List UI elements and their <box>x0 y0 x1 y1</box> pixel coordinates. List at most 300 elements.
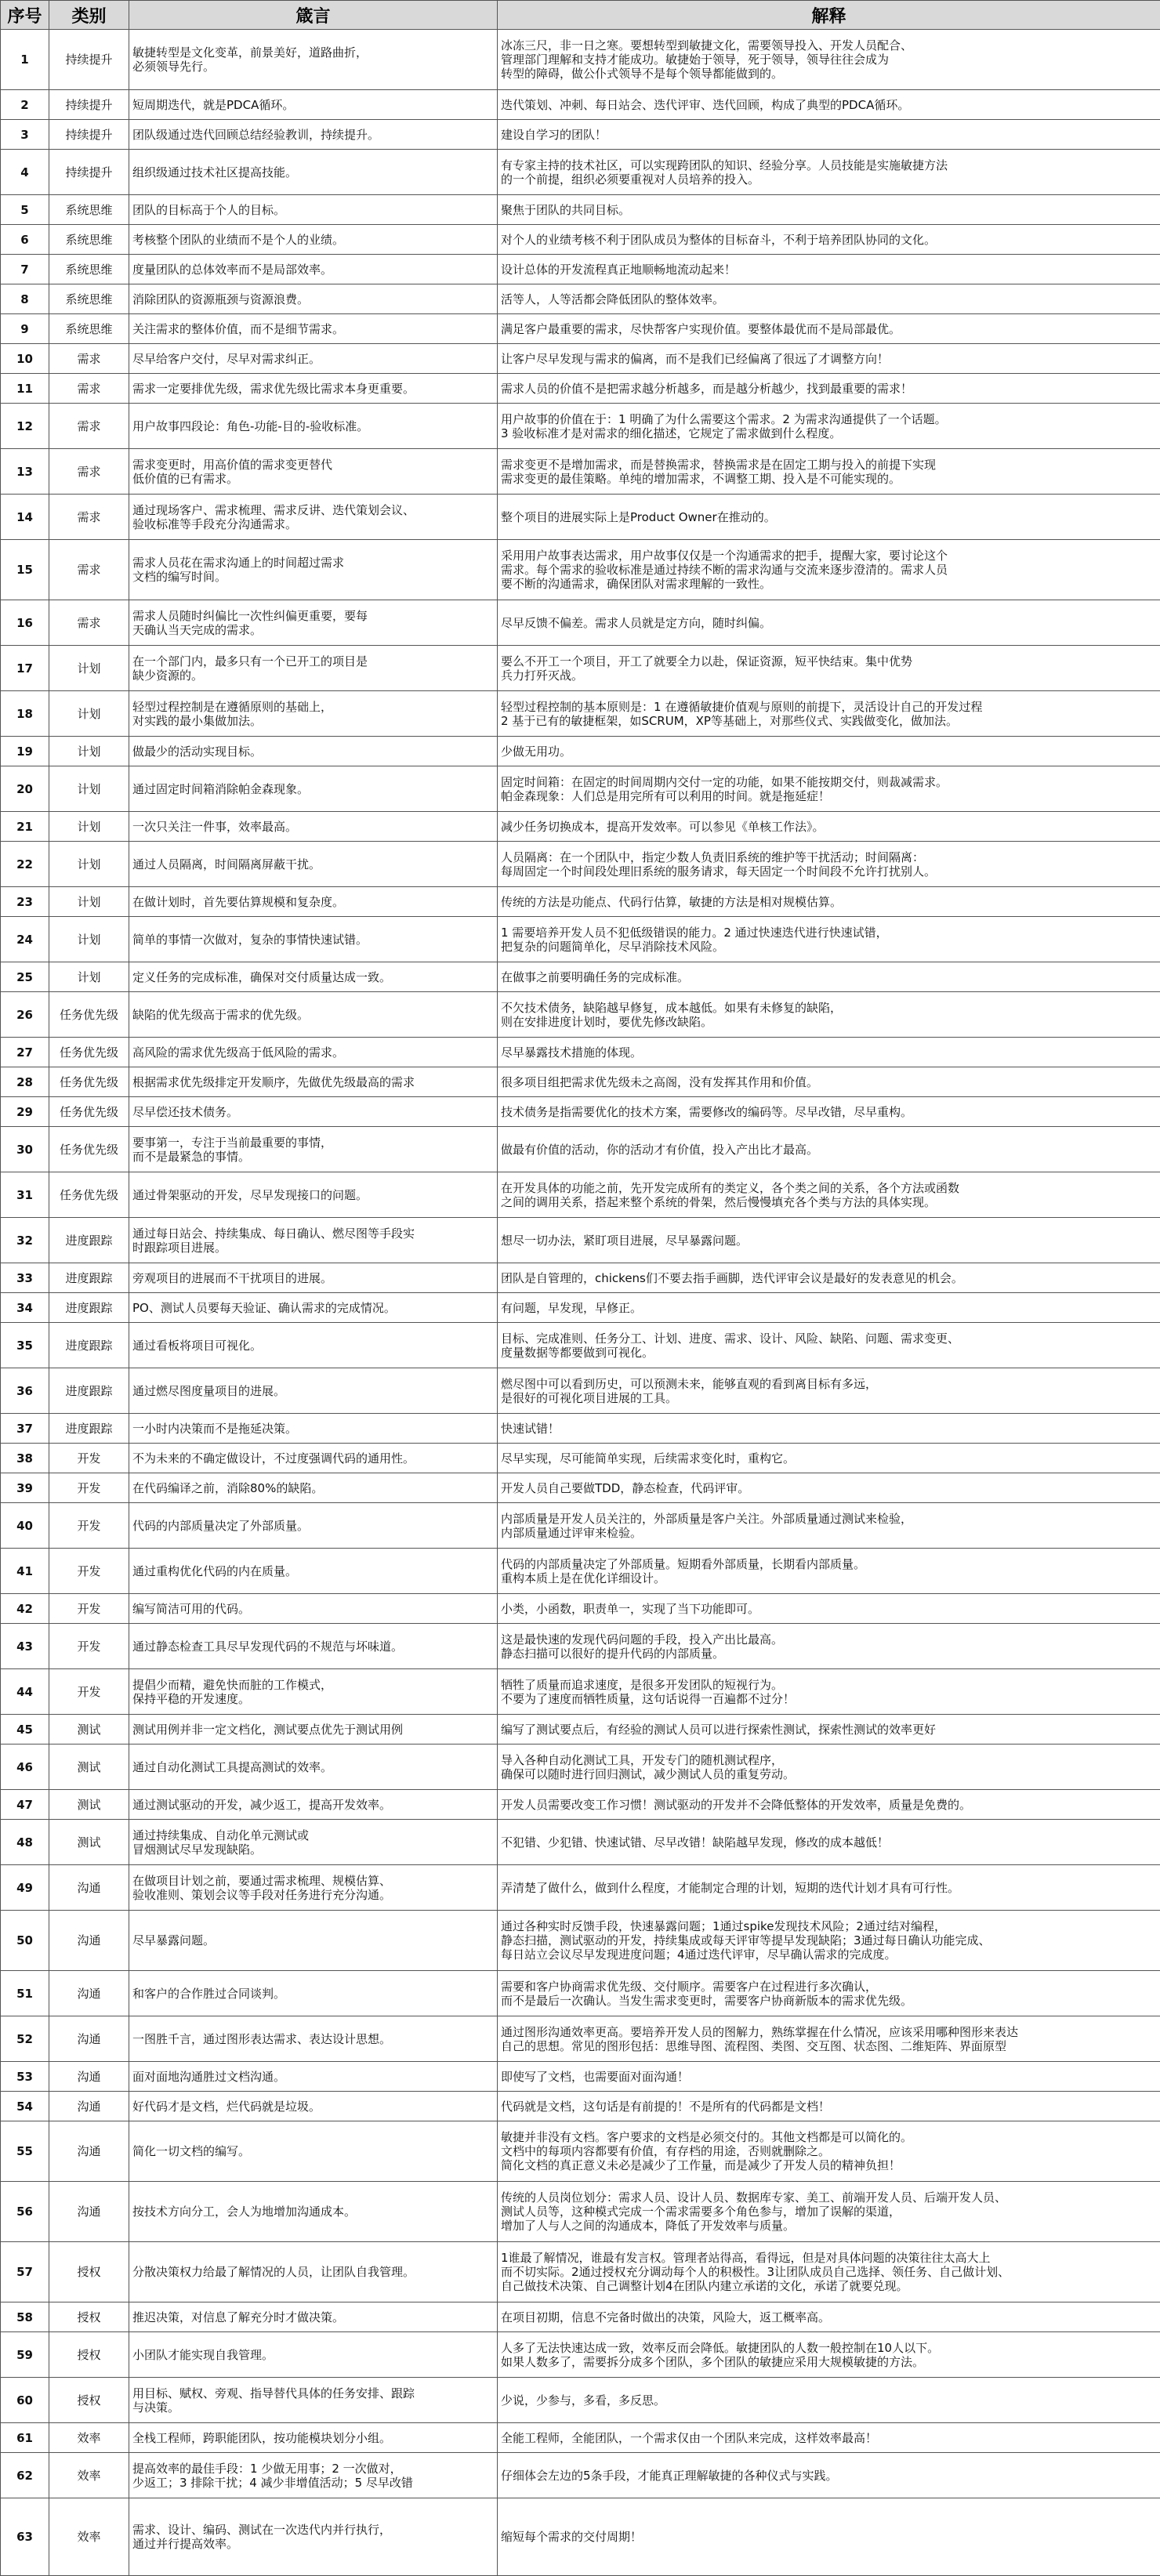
row-explanation: 减少任务切换成本，提高开发效率。可以参见《单核工作法》。 <box>498 812 1160 842</box>
row-category: 系统思维 <box>49 314 129 344</box>
table-row <box>1 374 1160 404</box>
row-index: 8 <box>1 284 49 314</box>
table-row <box>1 284 1160 314</box>
table-row <box>1 1911 1160 1971</box>
row-index: 46 <box>1 1745 49 1790</box>
row-index: 5 <box>1 195 49 225</box>
table-row <box>1 1745 1160 1790</box>
row-category: 开发 <box>49 1444 129 1473</box>
row-motto: 团队级通过迭代回顾总结经验教训，持续提升。 <box>129 120 498 150</box>
row-explanation: 聚焦于团队的共同目标。 <box>498 195 1160 225</box>
header-index: 序号 <box>1 1 49 30</box>
row-category: 开发 <box>49 1669 129 1715</box>
row-index: 63 <box>1 2498 49 2576</box>
row-category: 开发 <box>49 1624 129 1669</box>
row-index: 16 <box>1 600 49 646</box>
table-row <box>1 1715 1160 1745</box>
row-index: 40 <box>1 1503 49 1549</box>
table-row <box>1 917 1160 962</box>
row-index: 57 <box>1 2242 49 2302</box>
row-motto: 用户故事四段论：角色-功能-目的-验收标准。 <box>129 404 498 449</box>
row-motto: 短周期迭代，就是PDCA循环。 <box>129 90 498 120</box>
row-explanation: 通过图形沟通效率更高。要培养开发人员的图解力，熟练掌握在什么情况，应该采用哪种图形来表达 自己的思想。常见的图形包括：思维导图、流程图、类图、交互图、状态图、二维矩阵、界面原型 <box>498 2016 1160 2062</box>
row-motto: 在做计划时，首先要估算规模和复杂度。 <box>129 887 498 917</box>
table-row <box>1 255 1160 284</box>
row-category: 开发 <box>49 1549 129 1594</box>
row-category: 任务优先级 <box>49 1097 129 1127</box>
row-explanation: 快速试错！ <box>498 1414 1160 1444</box>
table-row <box>1 404 1160 449</box>
row-explanation: 有专家主持的技术社区，可以实现跨团队的知识、经验分享。人员技能是实施敏捷方法 的一个前提，组织必须要重视对人员培养的投入。 <box>498 150 1160 195</box>
table-row <box>1 344 1160 374</box>
row-motto: 好代码才是文档，烂代码就是垃圾。 <box>129 2092 498 2121</box>
row-motto: 提倡少而精，避免快而脏的工作模式， 保持平稳的开发速度。 <box>129 1669 498 1715</box>
row-explanation: 1 需要培养开发人员不犯低级错误的能力。2 通过快速迭代进行快速试错， 把复杂的问题简单化，尽早消除技术风险。 <box>498 917 1160 962</box>
row-motto: 团队的目标高于个人的目标。 <box>129 195 498 225</box>
row-motto: 提高效率的最佳手段：1 少做无用事；2 一次做对， 少返工；3 排除干扰；4 减少非增值活动；5 尽早改错 <box>129 2453 498 2498</box>
row-explanation: 弄清楚了做什么，做到什么程度，才能制定合理的计划，短期的迭代计划才具有可行性。 <box>498 1865 1160 1911</box>
row-category: 效率 <box>49 2498 129 2576</box>
row-index: 9 <box>1 314 49 344</box>
table-row <box>1 1624 1160 1669</box>
table-row <box>1 90 1160 120</box>
table-row <box>1 1865 1160 1911</box>
row-index: 44 <box>1 1669 49 1715</box>
row-explanation: 固定时间箱：在固定的时间周期内交付一定的功能，如果不能按期交付，则裁减需求。 帕金森现象：人们总是用完所有可以利用的时间。就是拖延症！ <box>498 766 1160 812</box>
row-index: 34 <box>1 1293 49 1323</box>
row-motto: 要事第一，专注于当前最重要的事情， 而不是最紧急的事情。 <box>129 1127 498 1172</box>
row-explanation: 要么不开工一个项目，开工了就要全力以赴，保证资源，短平快结束。集中优势 兵力打歼灭战。 <box>498 646 1160 691</box>
row-explanation: 团队是自管理的，chickens们不要去指手画脚，迭代评审会议是最好的发表意见的机会。 <box>498 1263 1160 1293</box>
row-category: 进度跟踪 <box>49 1368 129 1414</box>
row-index: 29 <box>1 1097 49 1127</box>
row-index: 13 <box>1 449 49 495</box>
row-category: 任务优先级 <box>49 1127 129 1172</box>
row-explanation: 技术债务是指需要优化的技术方案，需要修改的编码等。尽早改错，尽早重构。 <box>498 1097 1160 1127</box>
row-index: 60 <box>1 2378 49 2423</box>
row-category: 测试 <box>49 1790 129 1820</box>
row-index: 1 <box>1 30 49 90</box>
row-motto: 小团队才能实现自我管理。 <box>129 2332 498 2378</box>
row-explanation: 代码的内部质量决定了外部质量。短期看外部质量，长期看内部质量。 重构本质上是在优化详细设计。 <box>498 1549 1160 1594</box>
row-category: 任务优先级 <box>49 992 129 1038</box>
row-category: 沟通 <box>49 2182 129 2242</box>
table-row <box>1 1263 1160 1293</box>
row-motto: 根据需求优先级排定开发顺序，先做优先级最高的需求 <box>129 1067 498 1097</box>
row-explanation: 传统的人员岗位划分：需求人员、设计人员、数据库专家、美工、前端开发人员、后端开发人员、 测试人员等，这种模式完成一个需求需要多个角色参与，增加了误解的渠道， 增加了人与人之间的沟通成本，降低了开发效率与质量。 <box>498 2182 1160 2242</box>
row-index: 18 <box>1 691 49 737</box>
row-category: 任务优先级 <box>49 1038 129 1067</box>
row-index: 55 <box>1 2121 49 2182</box>
header-motto: 箴言 <box>129 1 498 30</box>
row-motto: 代码的内部质量决定了外部质量。 <box>129 1503 498 1549</box>
row-explanation: 少说，少参与，多看，多反思。 <box>498 2378 1160 2423</box>
table-row <box>1 30 1160 90</box>
table-row <box>1 600 1160 646</box>
table-row <box>1 1097 1160 1127</box>
row-category: 需求 <box>49 404 129 449</box>
row-category: 授权 <box>49 2332 129 2378</box>
row-category: 需求 <box>49 449 129 495</box>
row-motto: 通过每日站会、持续集成、每日确认、燃尽图等手段实 时跟踪项目进展。 <box>129 1218 498 1263</box>
row-explanation: 很多项目组把需求优先级未之高阁，没有发挥其作用和价值。 <box>498 1067 1160 1097</box>
row-motto: 一次只关注一件事，效率最高。 <box>129 812 498 842</box>
row-category: 沟通 <box>49 1911 129 1971</box>
row-motto: 在做项目计划之前，要通过需求梳理、规模估算、 验收准则、策划会议等手段对任务进行充分沟通。 <box>129 1865 498 1911</box>
row-index: 10 <box>1 344 49 374</box>
row-explanation: 不欠技术债务，缺陷越早修复，成本越低。如果有未修复的缺陷， 则在安排进度计划时，要优先修改缺陷。 <box>498 992 1160 1038</box>
row-category: 持续提升 <box>49 120 129 150</box>
row-category: 测试 <box>49 1715 129 1745</box>
row-index: 62 <box>1 2453 49 2498</box>
row-category: 系统思维 <box>49 284 129 314</box>
table-row <box>1 495 1160 540</box>
row-category: 系统思维 <box>49 225 129 255</box>
row-index: 17 <box>1 646 49 691</box>
row-index: 19 <box>1 737 49 766</box>
row-explanation: 有问题，早发现，早修正。 <box>498 1293 1160 1323</box>
row-explanation: 小类，小函数，职责单一，实现了当下功能即可。 <box>498 1594 1160 1624</box>
row-index: 32 <box>1 1218 49 1263</box>
row-index: 54 <box>1 2092 49 2121</box>
row-explanation: 活等人，人等活都会降低团队的整体效率。 <box>498 284 1160 314</box>
row-index: 2 <box>1 90 49 120</box>
table-row <box>1 2378 1160 2423</box>
row-category: 持续提升 <box>49 150 129 195</box>
row-category: 任务优先级 <box>49 1172 129 1218</box>
row-index: 7 <box>1 255 49 284</box>
table-row <box>1 1503 1160 1549</box>
row-index: 61 <box>1 2423 49 2453</box>
row-category: 开发 <box>49 1594 129 1624</box>
row-category: 计划 <box>49 691 129 737</box>
row-explanation: 开发人员自己要做TDD，静态检查，代码评审。 <box>498 1473 1160 1503</box>
row-motto: 通过测试驱动的开发，减少返工，提高开发效率。 <box>129 1790 498 1820</box>
row-category: 测试 <box>49 1745 129 1790</box>
row-motto: 简化一切文档的编写。 <box>129 2121 498 2182</box>
row-index: 24 <box>1 917 49 962</box>
row-motto: 简单的事情一次做对，复杂的事情快速试错。 <box>129 917 498 962</box>
row-explanation: 传统的方法是功能点、代码行估算，敏捷的方法是相对规模估算。 <box>498 887 1160 917</box>
header-explanation: 解释 <box>498 1 1160 30</box>
row-category: 计划 <box>49 917 129 962</box>
row-index: 47 <box>1 1790 49 1820</box>
table-row <box>1 1549 1160 1594</box>
row-explanation: 轻型过程控制的基本原则是：1 在遵循敏捷价值观与原则的前提下，灵活设计自己的开发过程 2 基于已有的敏捷框架，如SCRUM，XP等基础上，对那些仪式、实践做变化，做加法。 <box>498 691 1160 737</box>
table-row <box>1 449 1160 495</box>
row-motto: 编写简洁可用的代码。 <box>129 1594 498 1624</box>
row-motto: 一小时内决策而不是拖延决策。 <box>129 1414 498 1444</box>
table-row <box>1 1594 1160 1624</box>
row-motto: 高风险的需求优先级高于低风险的需求。 <box>129 1038 498 1067</box>
row-category: 进度跟踪 <box>49 1323 129 1368</box>
row-index: 36 <box>1 1368 49 1414</box>
row-motto: 通过燃尽图度量项目的进展。 <box>129 1368 498 1414</box>
table-row <box>1 691 1160 737</box>
row-motto: 轻型过程控制是在遵循原则的基础上， 对实践的最小集做加法。 <box>129 691 498 737</box>
row-explanation: 需要和客户协商需求优先级、交付顺序。需要客户在过程进行多次确认， 而不是最后一次确认。当发生需求变更时，需要客户协商新版本的需求优先级。 <box>498 1971 1160 2016</box>
row-category: 沟通 <box>49 1865 129 1911</box>
row-category: 沟通 <box>49 2121 129 2182</box>
row-motto: 敏捷转型是文化变革，前景美好，道路曲折， 必须领导先行。 <box>129 30 498 90</box>
row-explanation: 导入各种自动化测试工具，开发专门的随机测试程序， 确保可以随时进行回归测试，减少测试人员的重复劳动。 <box>498 1745 1160 1790</box>
row-category: 计划 <box>49 737 129 766</box>
row-index: 38 <box>1 1444 49 1473</box>
row-explanation: 人多了无法快速达成一致，效率反而会降低。敏捷团队的人数一般控制在10人以下。 如果人数多了，需要拆分成多个团队，多个团队的敏捷应采用大规模敏捷的方法。 <box>498 2332 1160 2378</box>
row-index: 33 <box>1 1263 49 1293</box>
row-explanation: 对个人的业绩考核不利于团队成员为整体的目标奋斗，不利于培养团队协同的文化。 <box>498 225 1160 255</box>
row-category: 系统思维 <box>49 195 129 225</box>
row-explanation: 编写了测试要点后，有经验的测试人员可以进行探索性测试，探索性测试的效率更好 <box>498 1715 1160 1745</box>
row-motto: 通过自动化测试工具提高测试的效率。 <box>129 1745 498 1790</box>
row-motto: 通过现场客户、需求梳理、需求反讲、迭代策划会议、 验收标准等手段充分沟通需求。 <box>129 495 498 540</box>
row-category: 效率 <box>49 2423 129 2453</box>
table-row <box>1 2332 1160 2378</box>
row-explanation: 冰冻三尺，非一日之寒。要想转型到敏捷文化，需要领导投入、开发人员配合、 管理部门理解和支持才能成功。敏捷始于领导，死于领导，领导往往会成为 转型的障碍，做公仆式领导不是每个领导都能做到的。 <box>498 30 1160 90</box>
row-explanation: 全能工程师，全能团队，一个需求仅由一个团队来完成，这样效率最高！ <box>498 2423 1160 2453</box>
row-index: 37 <box>1 1414 49 1444</box>
row-explanation: 需求人员的价值不是把需求越分析越多，而是越分析越少，找到最重要的需求！ <box>498 374 1160 404</box>
table-row <box>1 540 1160 600</box>
row-index: 12 <box>1 404 49 449</box>
row-motto: 需求人员花在需求沟通上的时间超过需求 文档的编写时间。 <box>129 540 498 600</box>
table-row <box>1 1038 1160 1067</box>
row-motto: 需求人员随时纠偏比一次性纠偏更重要，要每 天确认当天完成的需求。 <box>129 600 498 646</box>
row-category: 沟通 <box>49 2092 129 2121</box>
table-row <box>1 314 1160 344</box>
row-explanation: 目标、完成准则、任务分工、计划、进度、需求、设计、风险、缺陷、问题、需求变更、 度量数据等都要做到可视化。 <box>498 1323 1160 1368</box>
row-category: 授权 <box>49 2242 129 2302</box>
row-motto: 测试用例并非一定文档化，测试要点优先于测试用例 <box>129 1715 498 1745</box>
row-explanation: 让客户尽早发现与需求的偏离，而不是我们已经偏离了很远了才调整方向！ <box>498 344 1160 374</box>
row-index: 45 <box>1 1715 49 1745</box>
row-motto: 定义任务的完成标准，确保对交付质量达成一致。 <box>129 962 498 992</box>
row-category: 开发 <box>49 1473 129 1503</box>
row-index: 51 <box>1 1971 49 2016</box>
row-index: 21 <box>1 812 49 842</box>
row-index: 49 <box>1 1865 49 1911</box>
table-body <box>1 30 1160 2576</box>
row-motto: 在代码编译之前，消除80%的缺陷。 <box>129 1473 498 1503</box>
row-motto: 考核整个团队的业绩而不是个人的业绩。 <box>129 225 498 255</box>
row-explanation: 燃尽图中可以看到历史，可以预测未来，能够直观的看到离目标有多远， 是很好的可视化项目进展的工具。 <box>498 1368 1160 1414</box>
row-category: 进度跟踪 <box>49 1218 129 1263</box>
row-explanation: 尽早暴露技术措施的体现。 <box>498 1038 1160 1067</box>
table-row <box>1 195 1160 225</box>
row-index: 35 <box>1 1323 49 1368</box>
row-category: 需求 <box>49 540 129 600</box>
row-explanation: 整个项目的进展实际上是Product Owner在推动的。 <box>498 495 1160 540</box>
row-explanation: 即使写了文档，也需要面对面沟通！ <box>498 2062 1160 2092</box>
row-motto: 需求变更时，用高价值的需求变更替代 低价值的已有需求。 <box>129 449 498 495</box>
row-category: 进度跟踪 <box>49 1293 129 1323</box>
row-explanation: 内部质量是开发人员关注的，外部质量是客户关注。外部质量通过测试来检验， 内部质量通过评审来检验。 <box>498 1503 1160 1549</box>
row-explanation: 在开发具体的功能之前，先开发完成所有的类定义，各个类之间的关系，各个方法或函数 之间的调用关系，搭起来整个系统的骨架，然后慢慢填充各个类与方法的具体实现。 <box>498 1172 1160 1218</box>
row-explanation: 需求变更不是增加需求，而是替换需求，替换需求是在固定工期与投入的前提下实现 需求变更的最佳策略。单纯的增加需求，不调整工期、投入是不可能实现的。 <box>498 449 1160 495</box>
row-motto: 需求一定要排优先级，需求优先级比需求本身更重要。 <box>129 374 498 404</box>
row-category: 持续提升 <box>49 90 129 120</box>
row-motto: 通过持续集成、自动化单元测试或 冒烟测试尽早发现缺陷。 <box>129 1820 498 1865</box>
row-index: 50 <box>1 1911 49 1971</box>
row-explanation: 不犯错、少犯错、快速试错、尽早改错！缺陷越早发现，修改的成本越低！ <box>498 1820 1160 1865</box>
row-explanation: 在做事之前要明确任务的完成标准。 <box>498 962 1160 992</box>
table-row <box>1 812 1160 842</box>
table-row <box>1 225 1160 255</box>
row-explanation: 代码就是文档，这句话是有前提的！不是所有的代码都是文档！ <box>498 2092 1160 2121</box>
table-row <box>1 1790 1160 1820</box>
row-explanation: 用户故事的价值在于：1 明确了为什么需要这个需求。2 为需求沟通提供了一个话题。 3 验收标准才是对需求的细化描述，它规定了需求做到什么程度。 <box>498 404 1160 449</box>
table-row <box>1 992 1160 1038</box>
table-row <box>1 150 1160 195</box>
row-explanation: 在项目初期，信息不完备时做出的决策，风险大，返工概率高。 <box>498 2302 1160 2332</box>
row-index: 4 <box>1 150 49 195</box>
row-index: 39 <box>1 1473 49 1503</box>
row-category: 计划 <box>49 962 129 992</box>
table-row <box>1 2062 1160 2092</box>
row-motto: 度量团队的总体效率而不是局部效率。 <box>129 255 498 284</box>
row-index: 48 <box>1 1820 49 1865</box>
table-row <box>1 2498 1160 2576</box>
header-category: 类别 <box>49 1 129 30</box>
row-category: 计划 <box>49 887 129 917</box>
row-index: 25 <box>1 962 49 992</box>
row-index: 3 <box>1 120 49 150</box>
row-explanation: 缩短每个需求的交付周期！ <box>498 2498 1160 2576</box>
row-explanation: 少做无用功。 <box>498 737 1160 766</box>
row-category: 进度跟踪 <box>49 1263 129 1293</box>
row-explanation: 尽早反馈不偏差。需求人员就是定方向，随时纠偏。 <box>498 600 1160 646</box>
row-category: 开发 <box>49 1503 129 1549</box>
table-row <box>1 1473 1160 1503</box>
table-row <box>1 2182 1160 2242</box>
row-category: 计划 <box>49 842 129 887</box>
row-index: 56 <box>1 2182 49 2242</box>
table-row <box>1 1444 1160 1473</box>
table-row <box>1 2242 1160 2302</box>
row-explanation: 人员隔离：在一个团队中，指定少数人负责旧系统的维护等干扰活动；时间隔离： 每周固定一个时间段处理旧系统的服务请求，每天固定一个时间段不允许打扰别人。 <box>498 842 1160 887</box>
table-row <box>1 2423 1160 2453</box>
row-index: 14 <box>1 495 49 540</box>
row-explanation: 开发人员需要改变工作习惯！测试驱动的开发并不会降低整体的开发效率，质量是免费的。 <box>498 1790 1160 1820</box>
row-index: 11 <box>1 374 49 404</box>
row-motto: 通过固定时间箱消除帕金森现象。 <box>129 766 498 812</box>
table-row <box>1 1368 1160 1414</box>
table-row <box>1 2302 1160 2332</box>
row-category: 系统思维 <box>49 255 129 284</box>
row-category: 沟通 <box>49 2016 129 2062</box>
row-explanation: 敏捷并非没有文档。客户要求的文档是必须交付的。其他文档都是可以简化的。 文档中的每项内容都要有价值，有存档的用途，否则就删除之。 简化文档的真正意义未必是减少了工作量，而是减少了开发人员的精神负担！ <box>498 2121 1160 2182</box>
row-index: 59 <box>1 2332 49 2378</box>
row-category: 沟通 <box>49 2062 129 2092</box>
row-motto: 不为未来的不确定做设计，不过度强调代码的通用性。 <box>129 1444 498 1473</box>
row-explanation: 建设自学习的团队！ <box>498 120 1160 150</box>
table-row <box>1 1127 1160 1172</box>
row-index: 27 <box>1 1038 49 1067</box>
row-index: 31 <box>1 1172 49 1218</box>
table-row <box>1 646 1160 691</box>
table-row <box>1 2092 1160 2121</box>
row-category: 测试 <box>49 1820 129 1865</box>
row-category: 计划 <box>49 812 129 842</box>
row-category: 需求 <box>49 374 129 404</box>
row-index: 20 <box>1 766 49 812</box>
row-index: 58 <box>1 2302 49 2332</box>
row-motto: PO、测试人员要每天验证、确认需求的完成情况。 <box>129 1293 498 1323</box>
row-category: 授权 <box>49 2302 129 2332</box>
row-explanation: 1谁最了解情况，谁最有发言权。管理者站得高，看得远，但是对具体问题的决策往往太高大上 而不切实际。2通过授权充分调动每个人的积极性。3让团队成员自己选择、领任务、自己做计划、 自己做技术决策、自己调整计划4在团队内建立承诺的文化，承诺了就要兑现。 <box>498 2242 1160 2302</box>
table-row <box>1 962 1160 992</box>
row-explanation: 这是最快速的发现代码问题的手段，投入产出比最高。 静态扫描可以很好的提升代码的内部质量。 <box>498 1624 1160 1669</box>
table-row <box>1 887 1160 917</box>
row-motto: 通过看板将项目可视化。 <box>129 1323 498 1368</box>
row-index: 42 <box>1 1594 49 1624</box>
row-motto: 需求、设计、编码、测试在一次迭代内并行执行， 通过并行提高效率。 <box>129 2498 498 2576</box>
row-motto: 全栈工程师，跨职能团队，按功能模块划分小组。 <box>129 2423 498 2453</box>
row-explanation: 满足客户最重要的需求，尽快帮客户实现价值。要整体最优而不是局部最优。 <box>498 314 1160 344</box>
row-category: 效率 <box>49 2453 129 2498</box>
row-index: 15 <box>1 540 49 600</box>
row-motto: 尽早给客户交付，尽早对需求纠正。 <box>129 344 498 374</box>
table-row <box>1 1414 1160 1444</box>
row-category: 计划 <box>49 646 129 691</box>
row-category: 需求 <box>49 495 129 540</box>
row-explanation: 想尽一切办法，紧盯项目进展，尽早暴露问题。 <box>498 1218 1160 1263</box>
row-category: 任务优先级 <box>49 1067 129 1097</box>
row-index: 28 <box>1 1067 49 1097</box>
row-category: 持续提升 <box>49 30 129 90</box>
table-row <box>1 2121 1160 2182</box>
row-category: 进度跟踪 <box>49 1414 129 1444</box>
row-motto: 按技术方向分工，会人为地增加沟通成本。 <box>129 2182 498 2242</box>
row-motto: 尽早偿还技术债务。 <box>129 1097 498 1127</box>
table-row <box>1 737 1160 766</box>
row-motto: 消除团队的资源瓶颈与资源浪费。 <box>129 284 498 314</box>
row-index: 22 <box>1 842 49 887</box>
table-row <box>1 1218 1160 1263</box>
row-explanation: 牺牲了质量而追求速度，是很多开发团队的短视行为。 不要为了速度而牺牲质量，这句话说得一百遍都不过分！ <box>498 1669 1160 1715</box>
row-motto: 用目标、赋权、旁观、指导替代具体的任务安排、跟踪 与决策。 <box>129 2378 498 2423</box>
row-index: 53 <box>1 2062 49 2092</box>
table-row <box>1 842 1160 887</box>
table-row <box>1 120 1160 150</box>
row-motto: 推迟决策，对信息了解充分时才做决策。 <box>129 2302 498 2332</box>
row-motto: 一图胜千言，通过图形表达需求、表达设计思想。 <box>129 2016 498 2062</box>
table-row <box>1 1293 1160 1323</box>
row-motto: 通过静态检查工具尽早发现代码的不规范与坏味道。 <box>129 1624 498 1669</box>
header-row <box>1 1 1160 30</box>
table-row <box>1 2453 1160 2498</box>
row-index: 41 <box>1 1549 49 1594</box>
row-explanation: 采用用户故事表达需求，用户故事仅仅是一个沟通需求的把手，提醒大家，要讨论这个 需求。每个需求的验收标准是通过持续不断的需求沟通与交流来逐步澄清的。需求人员 要不断的沟通需求，确保团队对需求理解的一致性。 <box>498 540 1160 600</box>
row-motto: 面对面地沟通胜过文档沟通。 <box>129 2062 498 2092</box>
row-motto: 做最少的活动实现目标。 <box>129 737 498 766</box>
table-row <box>1 2016 1160 2062</box>
row-motto: 缺陷的优先级高于需求的优先级。 <box>129 992 498 1038</box>
row-motto: 旁观项目的进展而不干扰项目的进展。 <box>129 1263 498 1293</box>
row-category: 授权 <box>49 2378 129 2423</box>
row-index: 6 <box>1 225 49 255</box>
row-motto: 在一个部门内，最多只有一个已开工的项目是 缺少资源的。 <box>129 646 498 691</box>
row-motto: 通过人员隔离，时间隔离屏蔽干扰。 <box>129 842 498 887</box>
row-explanation: 尽早实现，尽可能简单实现，后续需求变化时，重构它。 <box>498 1444 1160 1473</box>
table-row <box>1 1172 1160 1218</box>
row-motto: 通过重构优化代码的内在质量。 <box>129 1549 498 1594</box>
row-explanation: 做最有价值的活动，你的活动才有价值，投入产出比才最高。 <box>498 1127 1160 1172</box>
table-row <box>1 1067 1160 1097</box>
row-index: 30 <box>1 1127 49 1172</box>
row-category: 需求 <box>49 600 129 646</box>
row-motto: 尽早暴露问题。 <box>129 1911 498 1971</box>
